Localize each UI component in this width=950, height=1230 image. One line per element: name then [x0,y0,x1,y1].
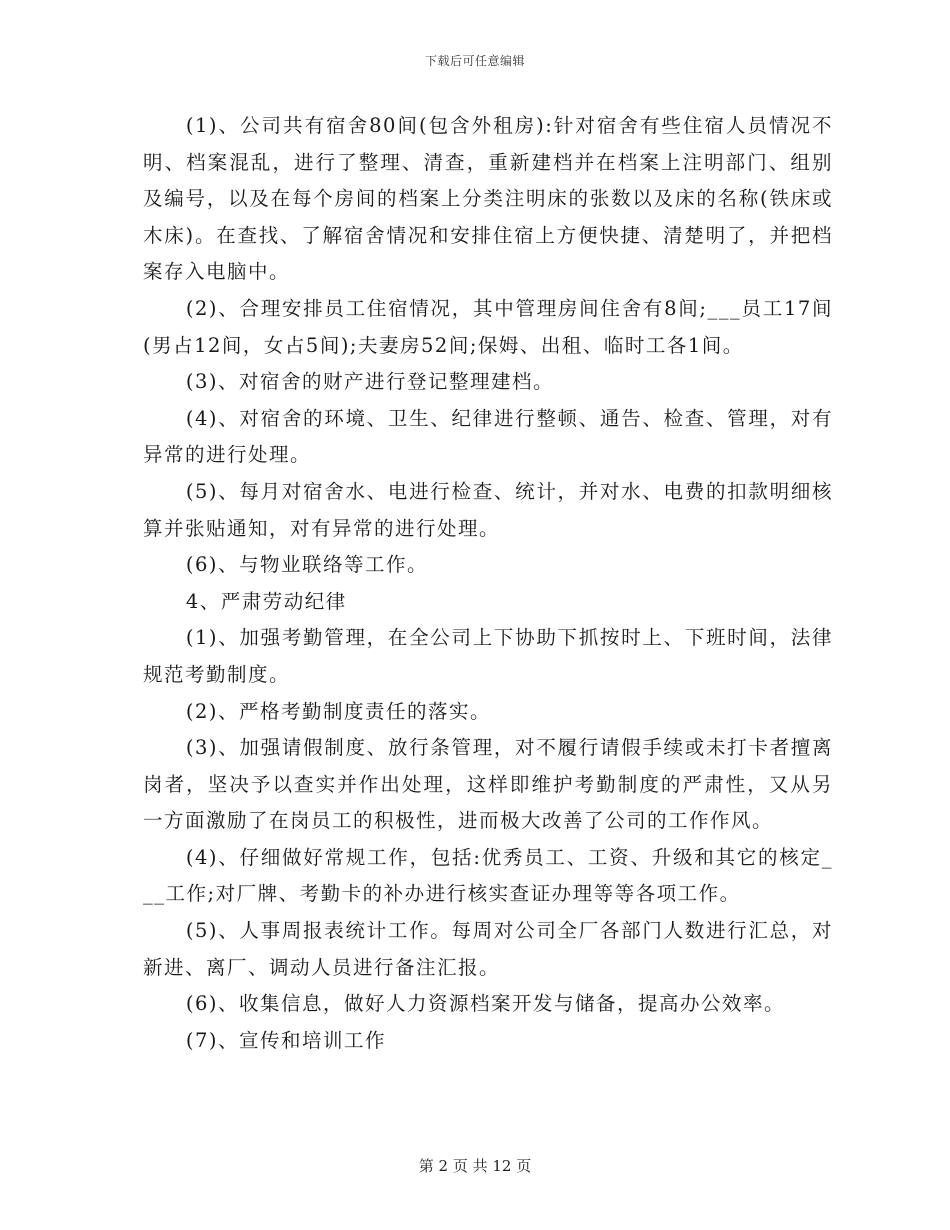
paragraph-attendance-responsibility: (2)、严格考勤制度责任的落实。 [185,699,492,723]
paragraph-dorm-allocation: (2)、合理安排员工住宿情况，其中管理房间住舍有8间;___员工17间(男占12间，女占5间);夫妻房52间;保姆、出租、临时工各1间。 [143,296,833,357]
paragraph-attendance-management: (1)、加强考勤管理，在全公司上下协助下抓按时上、下班时间，法律规范考勤制度。 [143,626,833,686]
paragraph-training: (7)、宣传和培训工作 [185,1028,387,1052]
paragraph-routine-work: (4)、仔细做好常规工作，包括:优秀员工、工资、升级和其它的核定___工作;对厂牌、考勤卡的补办进行核实查证办理等等各项工作。 [143,845,833,906]
paragraph-dorm-property: (3)、对宿舍的财产进行登记整理建档。 [185,370,555,394]
section-heading-labor-discipline: 4、严肃劳动纪律 [185,589,347,613]
paragraph-hr-archives: (6)、收集信息，做好人力资源档案开发与储备，提高办公效率。 [185,992,786,1016]
page-number: 第 2 页 共 12 页 [418,1157,532,1175]
paragraph-leave-management: (3)、加强请假制度、放行条管理，对不履行请假手续或未打卡者擅离岗者，坚决予以查实并作出处理，这样即维护考勤制度的严肃性，又从另一方面激励了在岗员工的积极性，进而极大改善了公司的工作作风。 [143,736,833,833]
paragraph-property-liaison: (6)、与物业联络等工作。 [185,553,429,577]
document-body [143,108,833,1059]
paragraph-weekly-report: (5)、人事周报表统计工作。每周对公司全厂各部门人数进行汇总，对新进、离厂、调动人员进行备注汇报。 [143,919,833,979]
paragraph-utilities: (5)、每月对宿舍水、电进行检查、统计，并对水、电费的扣款明细核算并张贴通知，对有异常的进行处理。 [143,479,833,540]
page-header: 下载后可任意编辑 [424,54,525,68]
paragraph-dorm-archive: (1)、公司共有宿舍80间(包含外租房):针对宿舍有些住宿人员情况不明、档案混乱，进行了整理、清查，重新建档并在档案上注明部门、组别及编号，以及在每个房间的档案上分类注明床的张数以及床的名称(铁床或木床)。在查找、了解宿舍情况和安排住宿上方便快捷、清楚明了，并把档案存入电脑中。 [143,114,833,284]
paragraph-dorm-environment: (4)、对宿舍的环境、卫生、纪律进行整顿、通告、检查、管理，对有异常的进行处理。 [143,406,833,467]
